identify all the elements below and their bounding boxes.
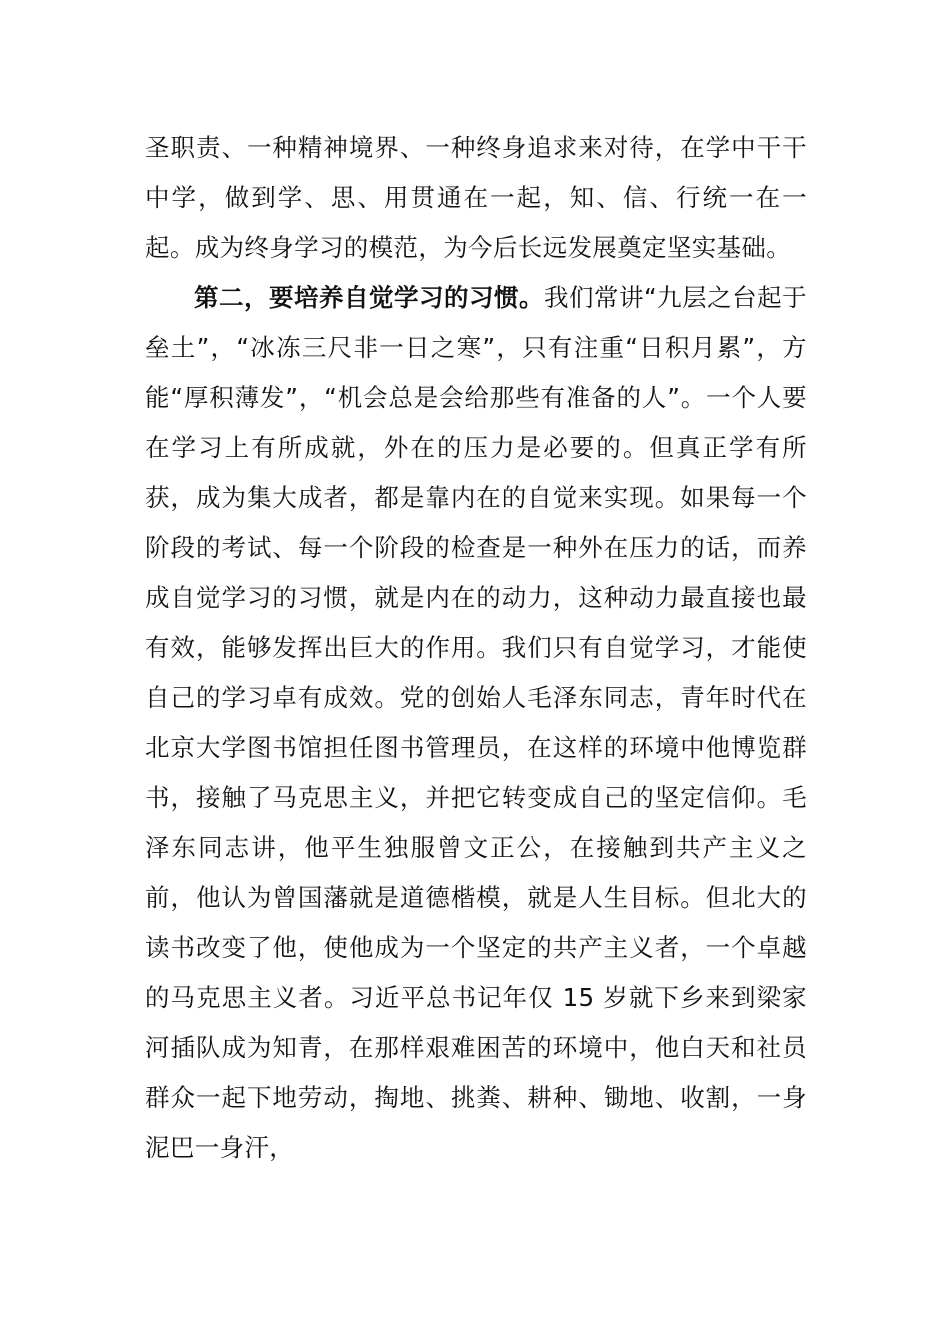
document-body	[145, 123, 807, 1173]
paragraph-continuation	[145, 123, 807, 273]
paragraph-text: 我们常讲“九层之台起于垒土”，“冰冻三尺非一日之寒”，只有注重“日积月累”，方能“厚积薄发”，“机会总是会给那些有准备的人”。一个人要在学习上有所成就，外在的压力是必要的。但真正学有所获，成为集大成者，都是靠内在的自觉来实现。如果每一个阶段的考试、每一个阶段的检查是一种外在压力的话，而养成自觉学习的习惯，就是内在的动力，这种动力最直接也最有效，能够发挥出巨大的作用。我们只有自觉学习，才能使自己的学习卓有成效。党的创始人毛泽东同志，青年时代在北京大学图书馆担任图书管理员，在这样的环境中他博览群书，接触了马克思主义，并把它转变成自己的坚定信仰。毛泽东同志讲，他平生独服曾文正公，在接触到共产主义之前，他认为曾国藩就是道德楷模，就是人生目标。但北大的读书改变了他，使他成为一个坚定的共产主义者，一个卓越的马克思主义者。习近平总书记年仅 15 岁就下乡来到梁家河插队成为知青，在那样艰难困苦的环境中，他白天和社员群众一起下地劳动，掏地、挑粪、耕种、锄地、收割，一身泥巴一身汗，	[145, 283, 807, 1162]
paragraph-lead-heading: 第二，要培养自觉学习的习惯。	[194, 283, 544, 312]
paragraph-second-point	[145, 273, 807, 1173]
paragraph-text: 圣职责、一种精神境界、一种终身追求来对待，在学中干干中学，做到学、思、用贯通在一起，知、信、行统一在一起。成为终身学习的模范，为今后长远发展奠定坚实基础。	[145, 133, 807, 262]
